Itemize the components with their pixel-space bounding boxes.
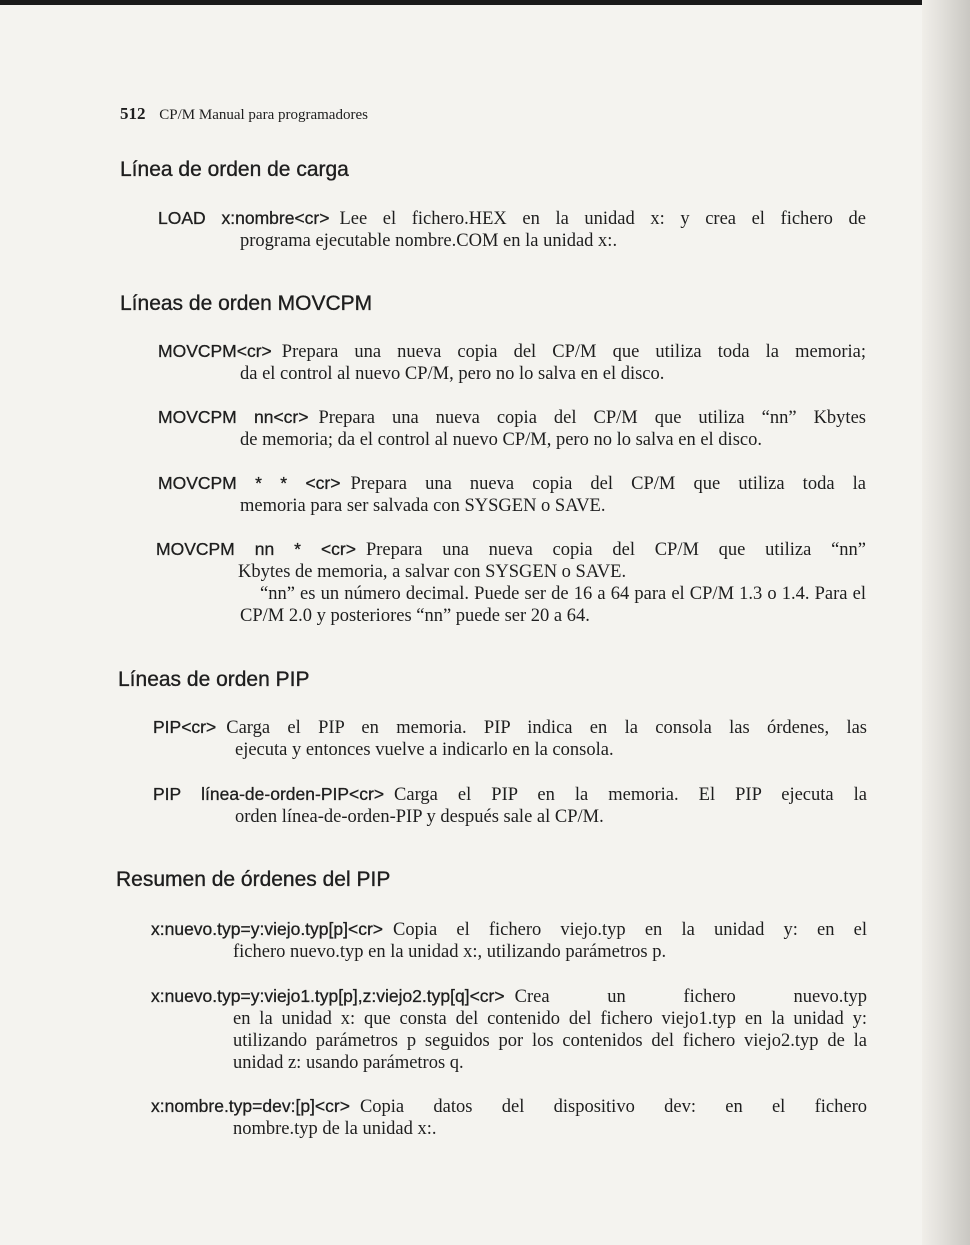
command-entry <box>153 716 867 761</box>
command-description: Prepara una nueva copia del CP/M que utiliza toda la <box>350 474 867 494</box>
command-entry <box>151 1095 867 1140</box>
command-description: Carga el PIP en la memoria. El PIP ejecuta la <box>394 785 867 805</box>
command-description: Crea un fichero nuevo.typ <box>514 987 867 1007</box>
command-entry <box>158 207 866 252</box>
page-number: 512 <box>120 104 146 123</box>
command-note: “nn” es un número decimal. Puede ser de 16 a 64 para el CP/M 1.3 o 1.4. Para el CP/M 2.0 y posteriores “nn” puede ser 20 a 64. <box>240 584 866 626</box>
command-entry <box>151 918 867 963</box>
command-entry <box>158 406 866 451</box>
running-title: CP/M Manual para programadores <box>159 107 368 123</box>
command-description: Prepara una nueva copia del CP/M que utiliza “nn” <box>365 540 866 560</box>
command-entry <box>158 472 866 517</box>
command-syntax: PIP<cr> <box>153 717 217 737</box>
command-description-cont: programa ejecutable nombre.COM en la unidad x:. <box>240 231 618 251</box>
command-syntax: MOVCPM * * <cr> <box>158 473 341 493</box>
command-description-cont: ejecuta y entonces vuelve a indicarlo en la consola. <box>235 740 614 760</box>
command-syntax: x:nuevo.typ=y:viejo.typ[p]<cr> <box>151 919 384 939</box>
command-description-cont: de memoria; da el control al nuevo CP/M, pero no lo salva en el disco. <box>240 430 762 450</box>
section-title-pip: Líneas de orden PIP <box>118 668 310 691</box>
command-description: Prepara una nueva copia del CP/M que utiliza “nn” Kbytes <box>318 408 866 428</box>
section-title-load: Línea de orden de carga <box>120 158 349 181</box>
running-header <box>120 104 368 124</box>
command-syntax: LOAD x:nombre<cr> <box>158 208 330 228</box>
command-description-cont: fichero nuevo.typ en la unidad x:, utilizando parámetros p. <box>233 942 667 962</box>
command-entry <box>156 538 866 627</box>
command-syntax: PIP línea-de-orden-PIP<cr> <box>153 784 385 804</box>
command-syntax: x:nuevo.typ=y:viejo1.typ[p],z:viejo2.typ[q]<cr> <box>151 986 505 1006</box>
command-description-cont: nombre.typ de la unidad x:. <box>233 1119 437 1139</box>
command-entry <box>151 985 867 1074</box>
command-entry <box>158 340 866 385</box>
command-description-cont: Kbytes de memoria, a salvar con SYSGEN o SAVE. <box>238 562 627 582</box>
command-description-cont: da el control al nuevo CP/M, pero no lo salva en el disco. <box>240 364 665 384</box>
section-title-pip-summary: Resumen de órdenes del PIP <box>116 868 391 891</box>
command-syntax: MOVCPM nn<cr> <box>158 407 309 427</box>
command-description: Prepara una nueva copia del CP/M que utiliza toda la memoria; <box>281 342 866 362</box>
command-description-cont: orden línea-de-orden-PIP y después sale al CP/M. <box>235 807 604 827</box>
command-syntax: MOVCPM<cr> <box>158 341 272 361</box>
section-title-movcpm: Líneas de orden MOVCPM <box>120 292 373 315</box>
page-gutter-shadow <box>922 0 970 1245</box>
command-syntax: MOVCPM nn * <cr> <box>156 539 356 559</box>
command-entry <box>153 783 867 828</box>
command-description: Carga el PIP en memoria. PIP indica en la consola las órdenes, las <box>226 718 867 738</box>
command-description-cont: memoria para ser salvada con SYSGEN o SAVE. <box>240 496 606 516</box>
command-syntax: x:nombre.typ=dev:[p]<cr> <box>151 1096 350 1116</box>
command-description: Lee el fichero.HEX en la unidad x: y crea el fichero de <box>339 209 866 229</box>
command-description-cont: en la unidad x: que consta del contenido del fichero viejo1.typ en la unidad y: utilizando parámetros p seguidos por los contenidos del fichero viejo2.typ de la unidad z: usando parámetros q. <box>233 1009 867 1073</box>
command-description: Copia el fichero viejo.typ en la unidad y: en el <box>393 920 867 940</box>
scan-top-edge <box>0 0 970 5</box>
command-description: Copia datos del dispositivo dev: en el fichero <box>359 1097 867 1117</box>
